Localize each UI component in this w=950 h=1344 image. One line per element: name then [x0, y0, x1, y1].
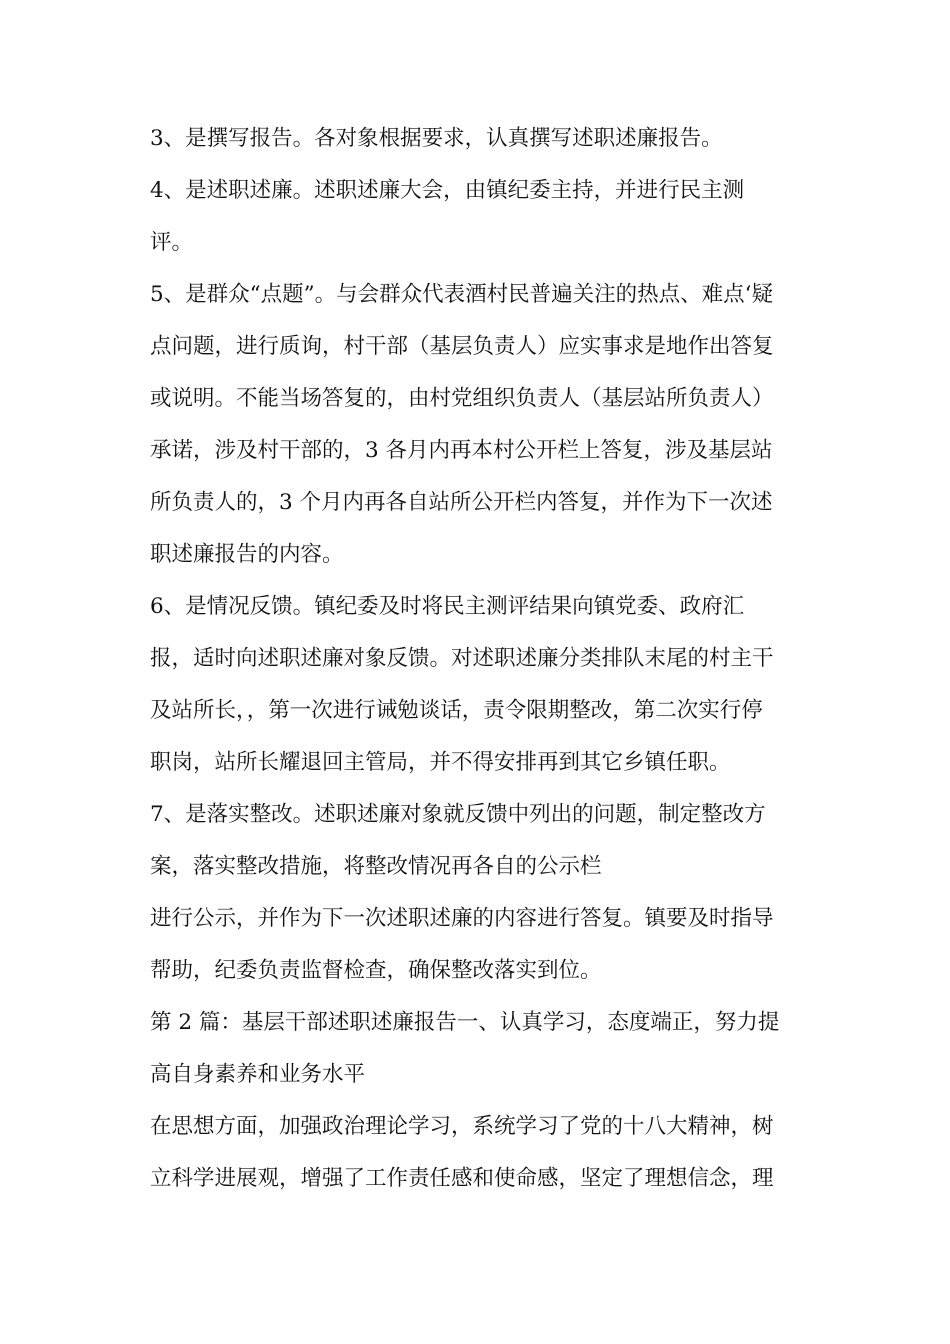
text-line: 所负责人的，3 个月内再各自站所公开栏内答复，并作为下一次述	[150, 490, 773, 515]
text-line: 进行公示，并作为下一次述职述廉的内容进行答复。镇要及时指导	[150, 906, 774, 931]
text-line: 报，适时向述职述廉对象反馈。对述职述廉分类排队末尾的村主干	[150, 646, 774, 671]
text-line: 或说明。不能当场答复的，由村党组织负责人（基层站所负责人）	[150, 386, 774, 411]
text-line: 第 2 篇：基层干部述职述廉报告一、认真学习，态度端正，努力提	[150, 1010, 780, 1035]
text-line: 7、是落实整改。述职述廉对象就反馈中列出的问题，制定整改方	[150, 802, 766, 827]
text-line: 5、是群众“点题”。与会群众代表酒村民普遍关注的热点、难点‘疑	[150, 282, 773, 307]
text-line: 案，落实整改措施，将整改情况再各自的公示栏	[150, 854, 602, 879]
text-line: 高自身素养和业务水平	[150, 1062, 366, 1087]
text-line: 职述廉报告的内容。	[150, 542, 344, 567]
text-line: 点问题，进行质询，村干部（基层负责人）应实事求是地作出答复	[150, 334, 774, 359]
text-line: 4、是述职述廉。述职述廉大会，由镇纪委主持，并进行民主测	[150, 178, 745, 203]
text-line: 职岗，站所长耀退回主管局，并不得安排再到其它乡镇任职。	[150, 750, 731, 775]
text-line: 评。	[150, 230, 194, 255]
text-line: 立科学进展观，增强了工作责任感和使命感，坚定了理想信念，理	[150, 1166, 774, 1191]
text-line: 及站所长，，第一次进行诫勉谈话，责令限期整改，第二次实行停	[150, 698, 763, 723]
text-line: 6、是情况反馈。镇纪委及时将民主测评结果向镇党委、政府汇	[150, 594, 745, 619]
body-text	[150, 113, 810, 1205]
text-line: 3、是撰写报告。各对象根据要求，认真撰写述职述廉报告。	[150, 126, 723, 151]
text-line: 承诺，涉及村干部的，3 各月内再本村公开栏上答复，涉及基层站	[150, 438, 773, 463]
text-line: 帮助，纪委负责监督检查，确保整改落实到位。	[150, 958, 602, 983]
text-line: 在思想方面，加强政治理论学习，系统学习了党的十八大精神，树	[150, 1114, 774, 1139]
